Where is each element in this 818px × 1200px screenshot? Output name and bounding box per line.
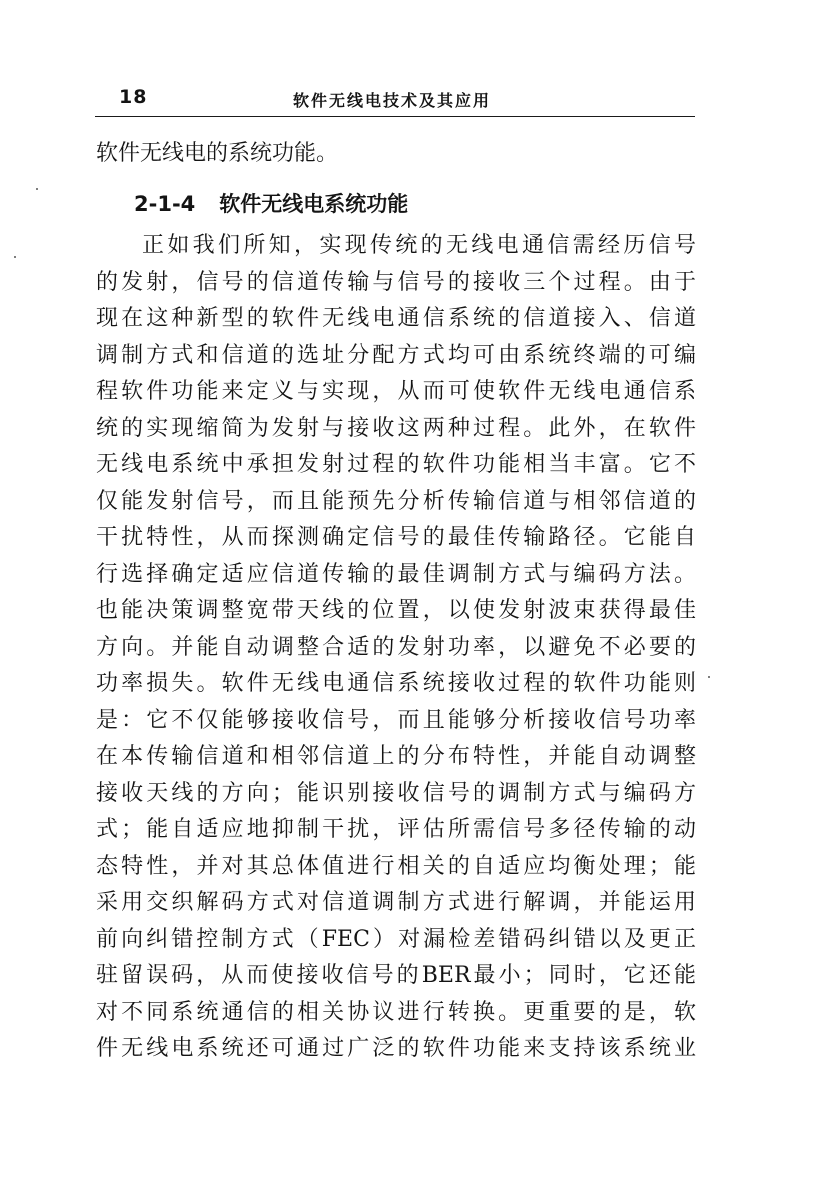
paragraph-line: 件无线电系统还可通过广泛的软件功能来支持该系统业 [96, 1036, 696, 1061]
section-heading [134, 188, 408, 218]
body-paragraph [96, 228, 696, 1068]
paragraph-line: 干扰特性，从而探测确定信号的最佳传输路径。它能自 [96, 525, 696, 550]
paragraph-line: 功率损失。软件无线电通信系统接收过程的软件功能则 [96, 671, 696, 696]
paragraph-line: 也能决策调整宽带天线的位置，以使发射波束获得最佳 [96, 598, 696, 623]
paragraph-line: 程软件功能来定义与实现，从而可使软件无线电通信系 [96, 379, 696, 404]
paragraph-line: 是：它不仅能够接收信号，而且能够分析接收信号功率 [96, 707, 696, 733]
page-number: 18 [119, 86, 148, 108]
section-number: 2-1-4 [134, 192, 196, 216]
paragraph-line: 的发射，信号的信道传输与信号的接收三个过程。由于 [96, 269, 696, 295]
paragraph-line: 调制方式和信道的选址分配方式均可由系统终端的可编 [96, 342, 696, 368]
running-title: 软件无线电技术及其应用 [293, 91, 492, 110]
paragraph-line: 前向纠错控制方式（FEC）对漏检差错码纠错以及更正 [96, 926, 696, 952]
section-title: 软件无线电系统功能 [219, 192, 409, 216]
paragraph-line: 正如我们所知，实现传统的无线电通信需经历信号 [142, 233, 696, 258]
paragraph-line: 在本传输信道和相邻信道上的分布特性，并能自动调整 [96, 744, 696, 769]
paragraph-line: 驻留误码，从而使接收信号的BER最小；同时，它还能 [96, 963, 696, 988]
scan-speck [36, 188, 38, 190]
intro-text [96, 136, 696, 173]
intro-line: 软件无线电的系统功能。 [96, 141, 339, 166]
paragraph-line: 方向。并能自动调整合适的发射功率，以避免不必要的 [96, 634, 696, 660]
paragraph-line: 仅能发射信号，而且能预先分析传输信道与相邻信道的 [96, 488, 696, 514]
scan-speck [14, 256, 16, 258]
paragraph-line: 行选择确定适应信道传输的最佳调制方式与编码方法。 [96, 561, 696, 587]
paragraph-line: 对不同系统通信的相关协议进行转换。更重要的是，软 [96, 999, 696, 1025]
scan-speck [708, 676, 710, 678]
paragraph-line: 态特性，并对其总体值进行相关的自适应均衡处理；能 [96, 853, 696, 879]
paragraph-line: 统的实现缩简为发射与接收这两种过程。此外，在软件 [96, 415, 696, 441]
paragraph-line: 接收天线的方向；能识别接收信号的调制方式与编码方 [96, 780, 696, 806]
paragraph-line: 无线电系统中承担发射过程的软件功能相当丰富。它不 [96, 452, 696, 477]
paragraph-line: 采用交织解码方式对信道调制方式进行解调，并能运用 [96, 890, 696, 915]
paragraph-line: 式；能自适应地抑制干扰，评估所需信号多径传输的动 [96, 817, 696, 842]
paragraph-line: 现在这种新型的软件无线电通信系统的信道接入、信道 [96, 306, 696, 331]
page-header [95, 84, 695, 117]
